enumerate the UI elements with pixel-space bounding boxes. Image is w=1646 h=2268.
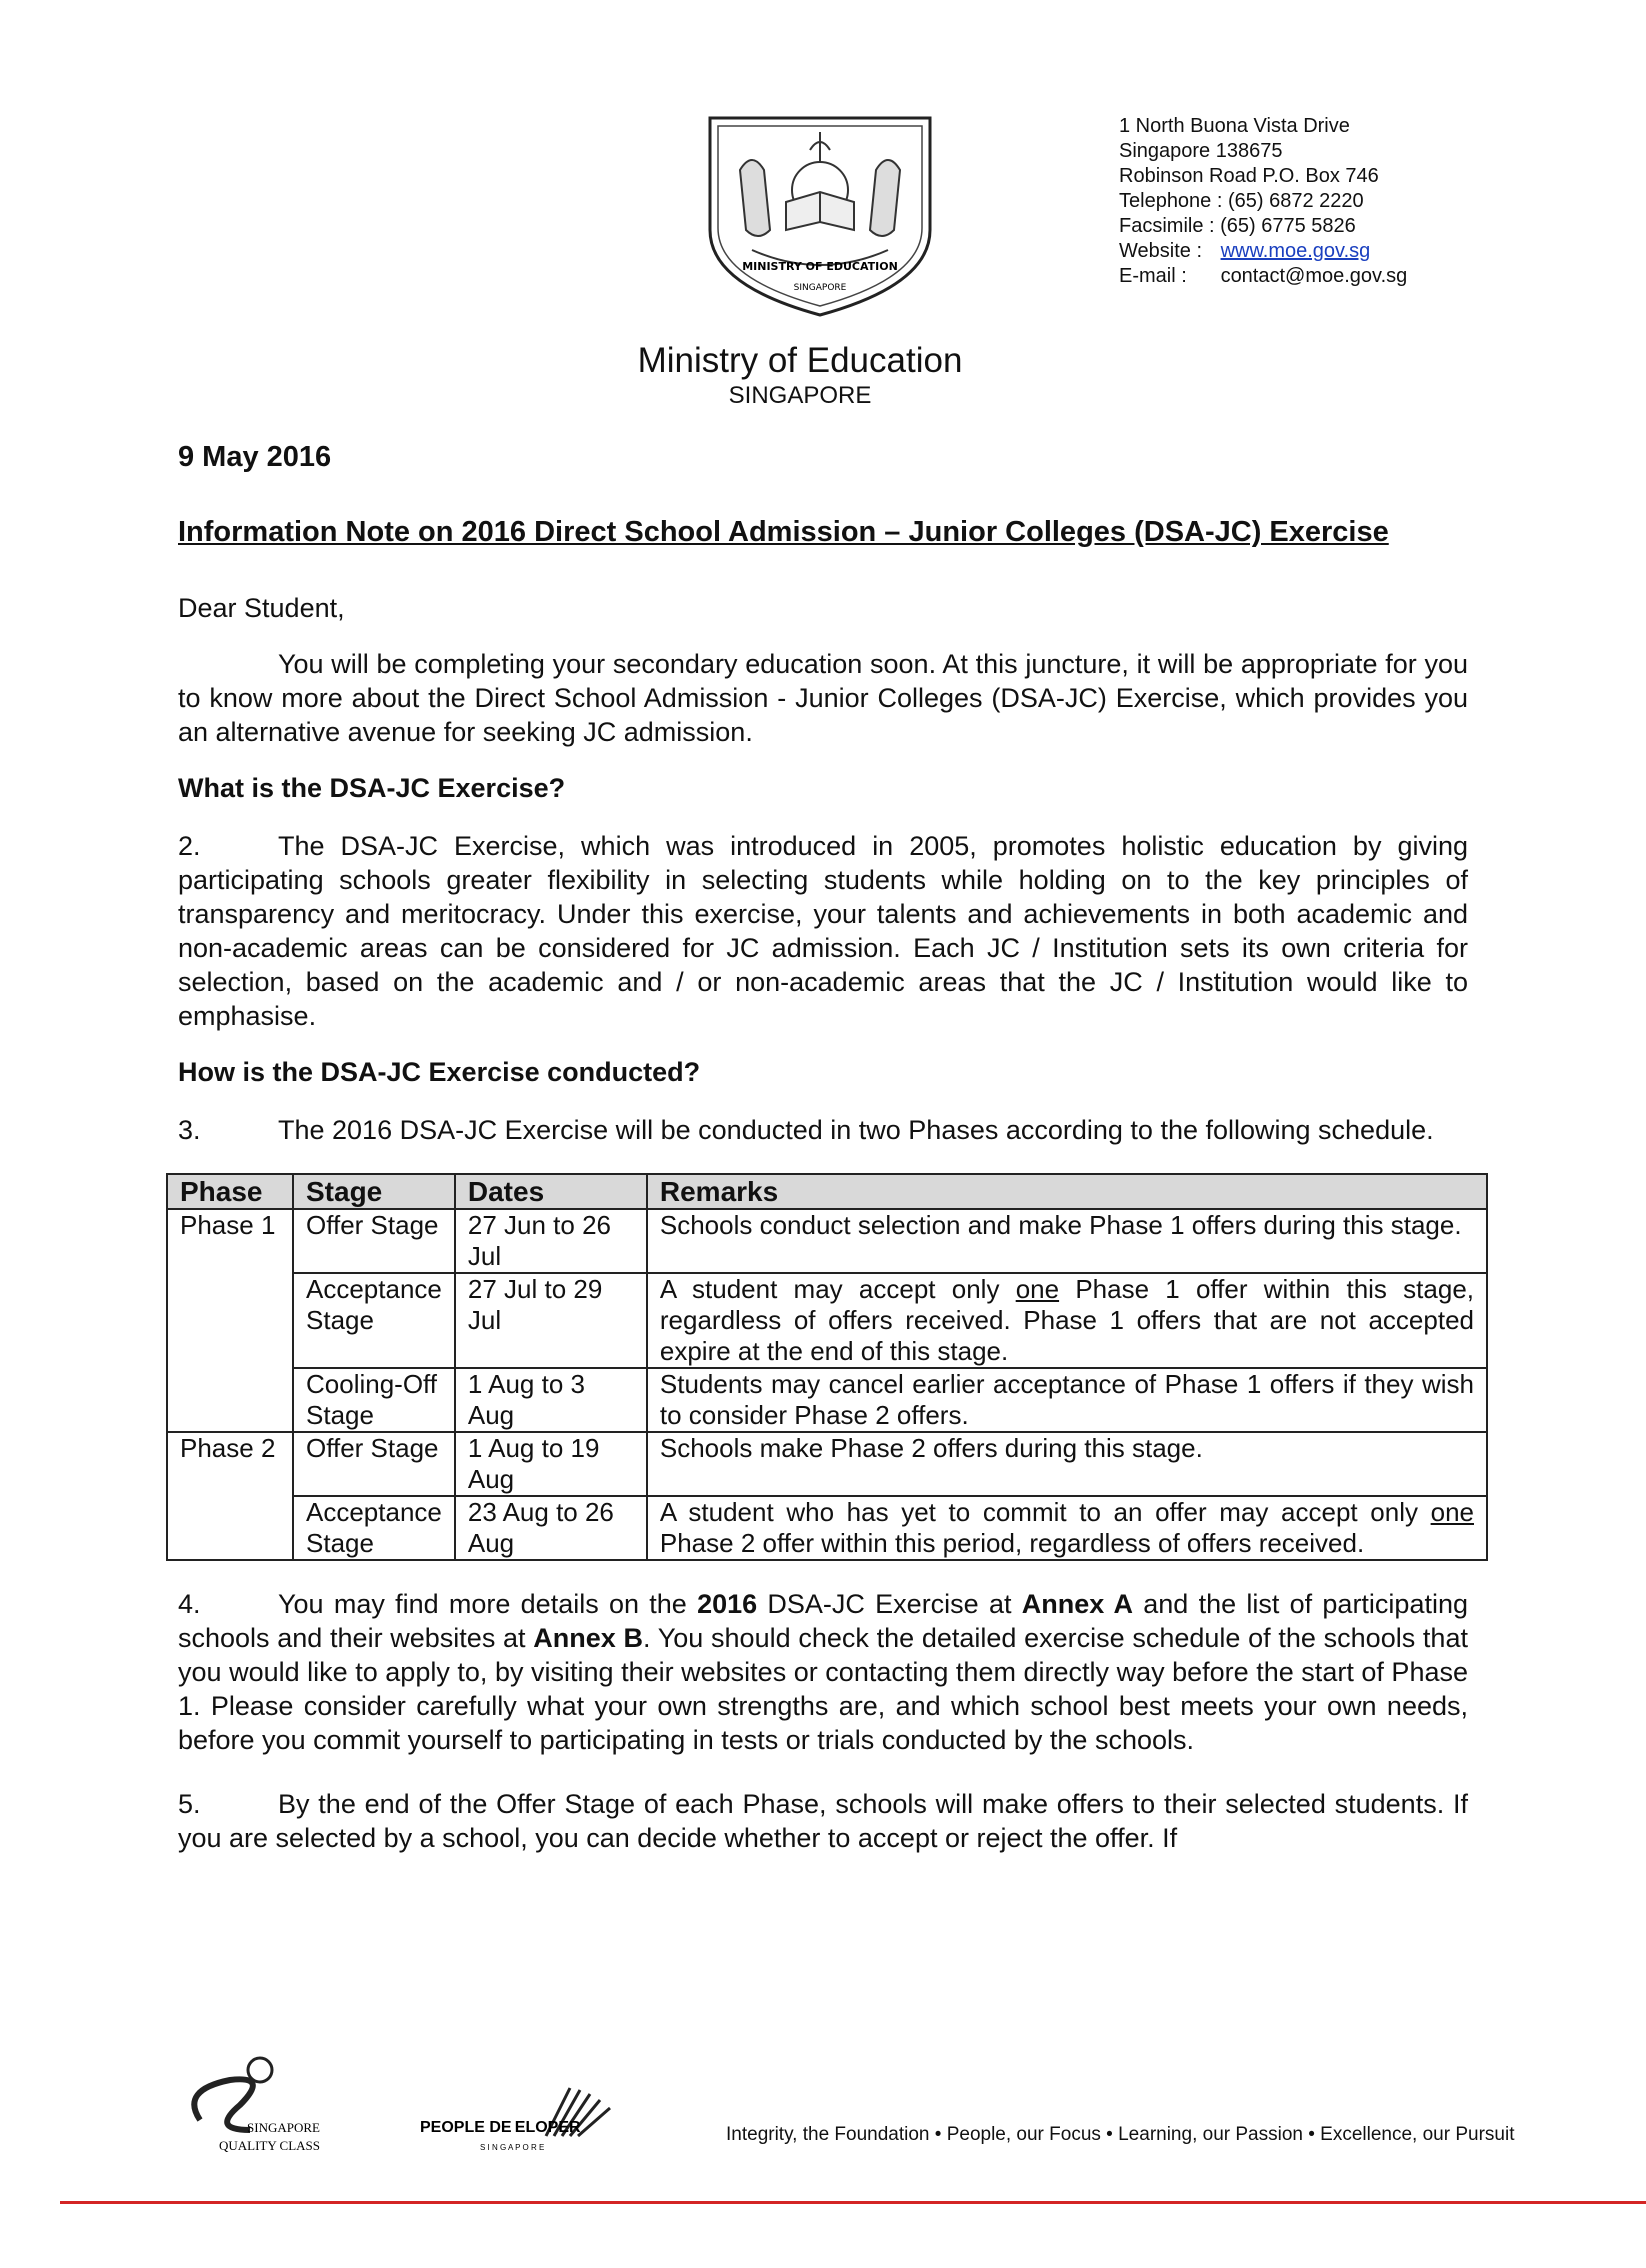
paragraph-number: 2. — [178, 831, 201, 861]
remarks-cell: A student may accept only one Phase 1 offer within this stage, regardless of offers received. Phase 1 offers that are not accepted expire at the end of this stage. — [647, 1273, 1487, 1368]
phase-cell — [167, 1496, 293, 1560]
svg-text:PEOPLE DE ELOPER: PEOPLE DE ELOPER — [420, 2119, 581, 2136]
column-header: Stage — [293, 1174, 455, 1209]
people-developer-logo — [420, 2080, 640, 2160]
paragraph-text: The DSA-JC Exercise, which was introduced in 2005, promotes holistic education by giving participating schools greater flexibility in selecting students while holding on to the key principles of transparency and meritocracy. Under this exercise, your talents and achievements in both academic and non-academic areas can be considered for JC admission. Each JC / Institution sets its own criteria for selection, based on the academic and / or non-academic areas that the JC / Institution would like to emphasise. — [178, 831, 1468, 1031]
svg-text:MINISTRY OF EDUCATION: MINISTRY OF EDUCATION — [742, 260, 898, 273]
paragraph-3 — [178, 1113, 1468, 1147]
dates-cell: 27 Jul to 29 Jul — [455, 1273, 647, 1368]
dates-cell: 1 Aug to 19 Aug — [455, 1432, 647, 1496]
singapore-quality-class-logo — [170, 2050, 330, 2160]
column-header: Remarks — [647, 1174, 1487, 1209]
phase-cell: Phase 1 — [167, 1209, 293, 1273]
paragraph-1: You will be completing your secondary education soon. At this juncture, it will be appropriate for you to know more about the Direct School Admission - Junior Colleges (DSA-JC) Exercise, which provides you an alternative avenue for seeking JC admission. — [178, 649, 1468, 747]
address-line: 1 North Buona Vista Drive — [1119, 115, 1350, 137]
column-header: Phase — [167, 1174, 293, 1209]
ministry-title — [0, 340, 1600, 410]
stage-cell: Acceptance Stage — [293, 1273, 455, 1368]
letter-body — [178, 430, 1475, 1855]
table-header-row — [167, 1174, 1487, 1209]
email-address: contact@moe.gov.sg — [1220, 265, 1408, 287]
ministry-country: SINGAPORE — [728, 382, 872, 409]
contact-block — [1119, 114, 1407, 289]
dates-cell: 27 Jun to 26 Jul — [455, 1209, 647, 1273]
paragraph-text: The 2016 DSA-JC Exercise will be conducted in two Phases according to the following schedule. — [278, 1115, 1434, 1145]
phase-cell: Phase 2 — [167, 1432, 293, 1496]
stage-cell: Offer Stage — [293, 1432, 455, 1496]
stage-cell: Cooling-Off Stage — [293, 1368, 455, 1432]
paragraph-number: 3. — [178, 1115, 201, 1145]
facsimile: Facsimile : (65) 6775 5826 — [1119, 215, 1356, 237]
table-row — [167, 1432, 1487, 1496]
column-header: Dates — [455, 1174, 647, 1209]
paragraph-2 — [178, 829, 1468, 1033]
remarks-cell: Students may cancel earlier acceptance of Phase 1 offers if they wish to consider Phase 2 offers. — [647, 1368, 1487, 1432]
greeting: Dear Student, — [178, 593, 345, 623]
website-label: Website : — [1119, 240, 1202, 262]
section-heading: What is the DSA-JC Exercise? — [178, 773, 566, 803]
svg-text:QUALITY CLASS: QUALITY CLASS — [219, 2138, 320, 2153]
paragraph-5 — [178, 1787, 1468, 1855]
table-row — [167, 1368, 1487, 1432]
schedule-table — [166, 1173, 1488, 1561]
address-line: Robinson Road P.O. Box 746 — [1119, 165, 1379, 187]
moe-crest-logo — [700, 110, 940, 320]
paragraph-text: By the end of the Offer Stage of each Phase, schools will make offers to their selected students. If you are selected by a school, you can decide whether to accept or reject the offer. If — [178, 1789, 1468, 1853]
footer-motto: Integrity, the Foundation • People, our Focus • Learning, our Passion • Excellence, our Pursuit — [726, 2124, 1515, 2145]
svg-text:S I N G A P O R E: S I N G A P O R E — [480, 2143, 545, 2152]
svg-text:SINGAPORE: SINGAPORE — [247, 2120, 320, 2135]
phase-cell — [167, 1273, 293, 1368]
svg-text:SINGAPORE: SINGAPORE — [793, 283, 847, 293]
telephone: Telephone : (65) 6872 2220 — [1119, 190, 1364, 212]
email-label: E-mail : — [1119, 265, 1187, 287]
website-link[interactable]: www.moe.gov.sg — [1220, 240, 1371, 262]
paragraph-4: 4. You may find more details on the 2016 DSA-JC Exercise at Annex A and the list of participating schools and their websites at Annex B. You should check the detailed exercise schedule of the schools that you would like to apply to, by visiting their websites or contacting them directly way before the start of Phase 1. Please consider carefully what your own strengths are, and which school best meets your own needs, before you commit yourself to participating in tests or trials conducted by the schools. — [178, 1589, 1468, 1755]
address-line: Singapore 138675 — [1119, 140, 1283, 162]
remarks-cell: Schools conduct selection and make Phase 1 offers during this stage. — [647, 1209, 1487, 1273]
stage-cell: Acceptance Stage — [293, 1496, 455, 1560]
table-row — [167, 1496, 1487, 1560]
paragraph-number: 5. — [178, 1789, 201, 1819]
footer-rule — [60, 2201, 1646, 2204]
letter-title: Information Note on 2016 Direct School Admission – Junior Colleges (DSA-JC) Exercise — [178, 516, 1389, 548]
table-row — [167, 1273, 1487, 1368]
ministry-name: Ministry of Education — [637, 341, 963, 380]
section-heading: How is the DSA-JC Exercise conducted? — [178, 1057, 701, 1087]
phase-cell — [167, 1368, 293, 1432]
dates-cell: 23 Aug to 26 Aug — [455, 1496, 647, 1560]
letter-date: 9 May 2016 — [178, 441, 332, 473]
stage-cell: Offer Stage — [293, 1209, 455, 1273]
paragraph-number: 4. — [178, 1589, 201, 1619]
remarks-cell: Schools make Phase 2 offers during this stage. — [647, 1432, 1487, 1496]
website-row — [1119, 239, 1407, 264]
table-row — [167, 1209, 1487, 1273]
email-row — [1119, 264, 1407, 289]
remarks-cell: A student who has yet to commit to an offer may accept only one Phase 2 offer within this period, regardless of offers received. — [647, 1496, 1487, 1560]
dates-cell: 1 Aug to 3 Aug — [455, 1368, 647, 1432]
